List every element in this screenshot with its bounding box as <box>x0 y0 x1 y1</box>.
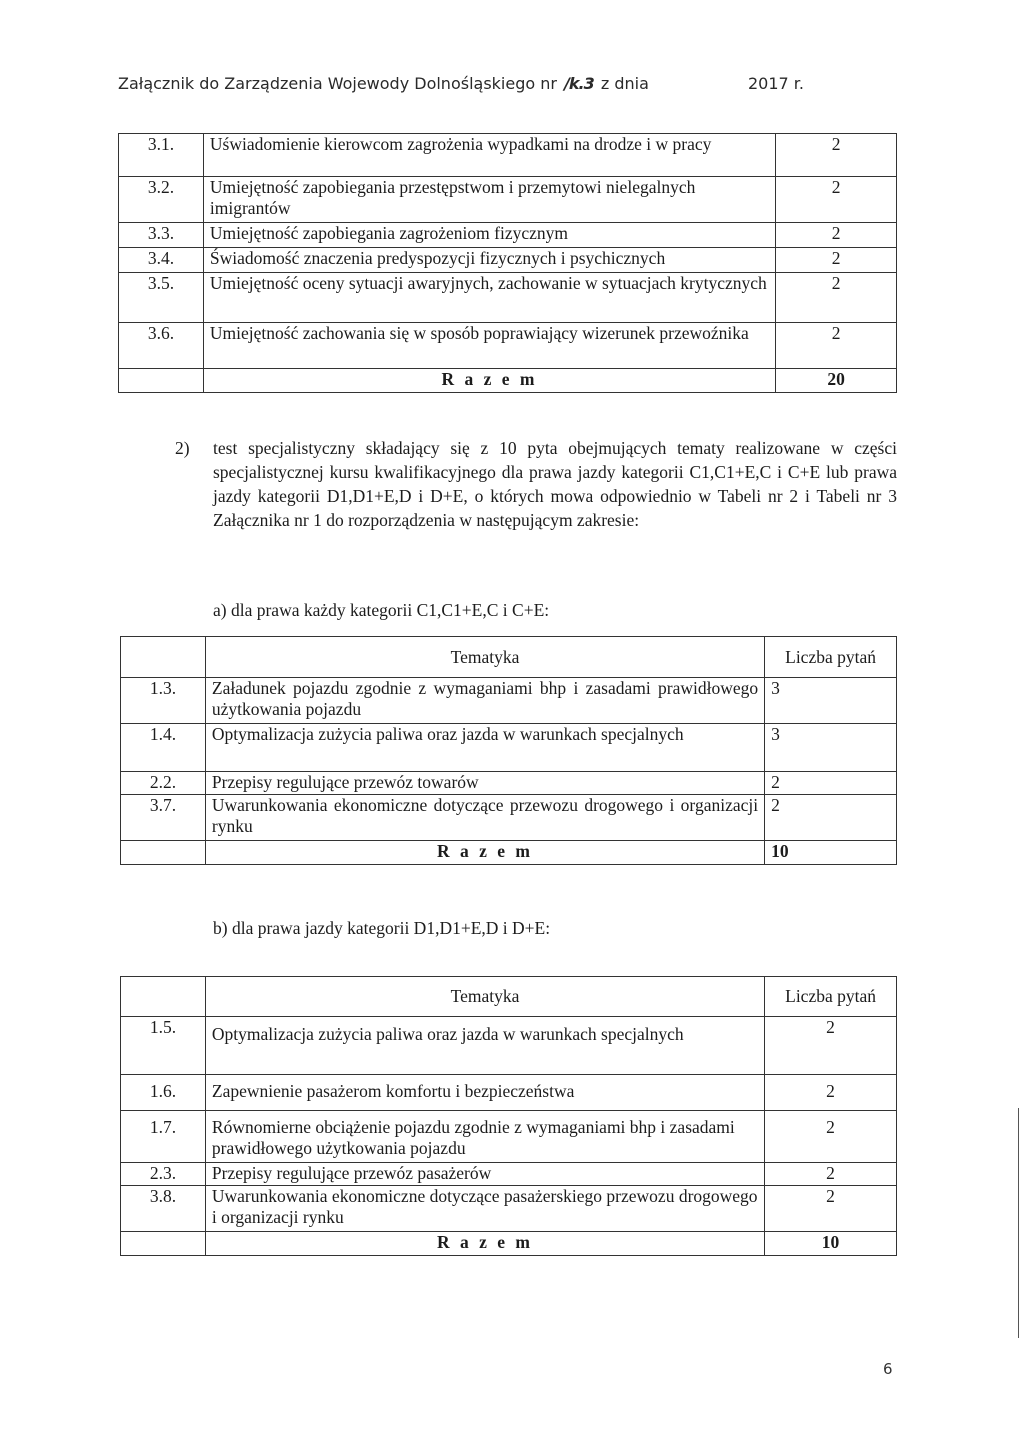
row-count: 3 <box>765 724 897 772</box>
table-row <box>121 724 897 772</box>
row-number: 1.3. <box>121 678 206 724</box>
total-value: 10 <box>765 1232 897 1256</box>
row-topic: Zapewnienie pasażerom komfortu i bezpieczeństwa <box>205 1075 764 1111</box>
header-text: Załącznik do Zarządzenia Wojewody Dolnośląskiego nr <box>118 74 557 93</box>
row-number: 2.2. <box>121 772 206 795</box>
row-topic: Umiejętność zapobiegania przestępstwom i przemytowi nielegalnych imigrantów <box>203 177 775 223</box>
row-topic: Umiejętność zapobiegania zagrożeniom fizycznym <box>203 223 775 248</box>
header-count: Liczba pytań <box>765 977 897 1017</box>
row-topic: Równomierne obciążenie pojazdu zgodnie z wymaganiami bhp i zasadami prawidłowego użytkowania pojazdu <box>205 1111 764 1163</box>
row-count: 2 <box>765 1163 897 1186</box>
row-topic: Optymalizacja zużycia paliwa oraz jazda w warunkach specjalnych <box>205 1017 764 1075</box>
scan-edge-line <box>1018 1108 1019 1338</box>
row-topic: Załadunek pojazdu zgodnie z wymaganiami bhp i zasadami prawidłowego użytkowania pojazdu <box>205 678 764 724</box>
row-count: 2 <box>765 1075 897 1111</box>
row-topic: Umiejętność oceny sytuacji awaryjnych, zachowanie w sytuacjach krytycznych <box>203 273 775 323</box>
row-number: 3.4. <box>119 248 204 273</box>
total-label: R a z e m <box>203 369 775 393</box>
topics-table-a <box>120 636 897 865</box>
row-number: 3.6. <box>119 323 204 369</box>
row-count: 2 <box>776 223 897 248</box>
total-empty-cell <box>121 1232 206 1256</box>
table-row <box>119 134 897 177</box>
row-topic: Umiejętność zachowania się w sposób poprawiający wizerunek przewoźnika <box>203 323 775 369</box>
table-row <box>121 772 897 795</box>
row-count: 2 <box>765 772 897 795</box>
row-number: 1.6. <box>121 1075 206 1111</box>
row-number: 3.3. <box>119 223 204 248</box>
table-row <box>119 248 897 273</box>
header-date-label: z dnia <box>600 74 649 93</box>
paragraph-2 <box>175 436 897 532</box>
total-label: R a z e m <box>205 841 764 865</box>
table-row <box>121 795 897 841</box>
header-topic: Tematyka <box>205 637 764 678</box>
row-topic: Przepisy regulujące przewóz towarów <box>205 772 764 795</box>
total-row <box>121 1232 897 1256</box>
row-count: 2 <box>765 795 897 841</box>
table-header-row <box>121 977 897 1017</box>
table-row <box>121 1186 897 1232</box>
row-topic: Uwarunkowania ekonomiczne dotyczące przewozu drogowego i organizacji rynku <box>205 795 764 841</box>
row-number: 3.8. <box>121 1186 206 1232</box>
table-row <box>121 1075 897 1111</box>
total-empty-cell <box>121 841 206 865</box>
total-label: R a z e m <box>205 1232 764 1256</box>
row-number: 1.4. <box>121 724 206 772</box>
row-count: 2 <box>776 248 897 273</box>
row-number: 1.7. <box>121 1111 206 1163</box>
total-value: 20 <box>776 369 897 393</box>
topics-table-1 <box>118 133 897 393</box>
section-a-label: a) dla prawa każdy kategorii C1,C1+E,C i C+E: <box>213 600 550 620</box>
row-topic: Uwarunkowania ekonomiczne dotyczące pasażerskiego przewozu drogowego i organizacji rynku <box>205 1186 764 1232</box>
row-count: 2 <box>765 1111 897 1163</box>
table-header-row <box>121 637 897 678</box>
row-count: 2 <box>765 1017 897 1075</box>
total-empty-cell <box>119 369 204 393</box>
paragraph-marker: 2) <box>175 438 190 458</box>
table-row <box>119 273 897 323</box>
row-number: 3.2. <box>119 177 204 223</box>
table-row <box>119 177 897 223</box>
header-count: Liczba pytań <box>765 637 897 678</box>
table-row <box>121 1163 897 1186</box>
row-count: 2 <box>776 323 897 369</box>
total-row <box>119 369 897 393</box>
row-count: 3 <box>765 678 897 724</box>
header-empty-cell <box>121 977 206 1017</box>
table-row <box>121 678 897 724</box>
row-count: 2 <box>776 273 897 323</box>
header-empty-cell <box>121 637 206 678</box>
header-year: 2017 r. <box>748 74 804 93</box>
page-header <box>118 74 818 93</box>
table-row <box>121 1017 897 1075</box>
header-topic: Tematyka <box>205 977 764 1017</box>
section-b-label: b) dla prawa jazdy kategorii D1,D1+E,D i D+E: <box>213 918 551 938</box>
page-number: 6 <box>883 1360 893 1378</box>
row-topic: Uświadomienie kierowcom zagrożenia wypadkami na drodze i w pracy <box>203 134 775 177</box>
row-number: 3.7. <box>121 795 206 841</box>
row-topic: Optymalizacja zużycia paliwa oraz jazda w warunkach specjalnych <box>205 724 764 772</box>
row-number: 3.5. <box>119 273 204 323</box>
paragraph-text: test specjalistyczny składający się z 10 pyta obejmujących tematy realizowane w części specjalistycznej kursu kwalifikacyjnego dla prawa jazdy kategorii C1,C1+E,C i C+E lub prawa jazdy kategorii D1,D1+E,D i D+E, o których mowa odpowiednio w Tabeli nr 2 i Tabeli nr 3 Załącznika nr 1 do rozporządzenia w następującym zakresie: <box>213 438 897 530</box>
row-count: 2 <box>765 1186 897 1232</box>
topics-table-b <box>120 976 897 1256</box>
row-topic: Przepisy regulujące przewóz pasażerów <box>205 1163 764 1186</box>
row-number: 1.5. <box>121 1017 206 1075</box>
table-row <box>119 223 897 248</box>
table-row <box>119 323 897 369</box>
row-number: 3.1. <box>119 134 204 177</box>
row-count: 2 <box>776 177 897 223</box>
table-row <box>121 1111 897 1163</box>
row-count: 2 <box>776 134 897 177</box>
header-signature: /k.3 <box>564 74 594 93</box>
row-number: 2.3. <box>121 1163 206 1186</box>
row-topic: Świadomość znaczenia predyspozycji fizycznych i psychicznych <box>203 248 775 273</box>
total-row <box>121 841 897 865</box>
total-value: 10 <box>765 841 897 865</box>
